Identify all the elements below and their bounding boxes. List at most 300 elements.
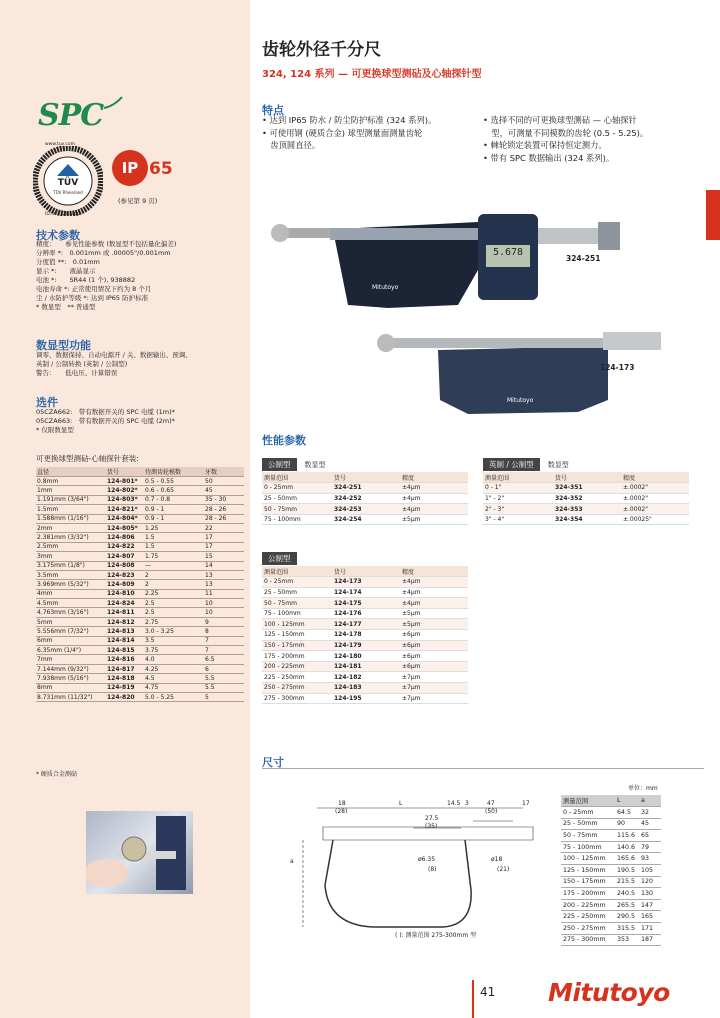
- gear-measurement-illustration: [86, 811, 193, 894]
- table-cell: 货号: [106, 467, 144, 477]
- features-heading: 特点: [262, 104, 284, 117]
- ip-badge: IP: [112, 150, 148, 186]
- table-row: [36, 561, 244, 570]
- features-right: • 选择不同的可更换球型测砧 — 心轴探针 型，可测量不同模数的齿轮 (0.5 - 5.25)。 • 棘轮锁定装置可保持恒定测力。 • 带有 SPC 数据输出 (324 系列)。: [483, 115, 649, 163]
- table-cell: a: [639, 795, 661, 807]
- table-cell: 2: [144, 570, 204, 579]
- options-heading: 选件: [36, 396, 58, 409]
- table-cell: 6.35mm (1/4"): [36, 646, 106, 655]
- table-cell: 6.5: [204, 655, 244, 664]
- table-cell: 4.0: [144, 655, 204, 664]
- table-row: [561, 841, 661, 853]
- table-row: [262, 577, 468, 588]
- table-cell: 1.5mm: [36, 505, 106, 514]
- table-row: [262, 651, 468, 662]
- table-header: [483, 472, 689, 483]
- spc-logo: SPC: [38, 98, 103, 133]
- table-cell: 124-822: [106, 542, 144, 551]
- table-cell: 50 - 75mm: [561, 830, 615, 842]
- table-row: [561, 911, 661, 923]
- table-cell: ±4μm: [400, 598, 468, 609]
- tuv-text: TÜV: [57, 178, 79, 188]
- table-cell: 17: [204, 533, 244, 542]
- table-cell: 11: [204, 589, 244, 598]
- table-cell: 324-352: [553, 493, 621, 504]
- set-table: [36, 467, 244, 702]
- table-cell: 1.191mm (3/64"): [36, 495, 106, 504]
- table-cell: 124-195: [332, 693, 400, 704]
- table-cell: ±.00025": [621, 514, 689, 525]
- table-cell: 1" - 2": [483, 493, 553, 504]
- tech-specs: 精度： 参见性能参数 (数显型不包括量化偏差) 分辨率 *: 0.001mm 或 .00005"/0.001mm 分度值 **: 0.01mm 显示 *: 液晶显示 电池 *: SR44 (1 个), 938882 电池寿命 *: 正常使用情况下约为 8 个月 尘 / 水防护等级 *: 达到 IP65 防护标准 * 数显型 ** 普通型: [36, 240, 177, 311]
- table-cell: 75 - 100mm: [262, 608, 332, 619]
- table-cell: 直径: [36, 467, 106, 477]
- table-header: [262, 566, 468, 577]
- table-cell: 测量范围: [561, 795, 615, 807]
- table-cell: 0.5 - 0.55: [144, 477, 204, 486]
- dims-heading: 尺寸: [262, 756, 284, 769]
- table-row: [561, 888, 661, 900]
- dims-unit: 单位：mm: [628, 785, 658, 792]
- table-cell: 1.5: [144, 542, 204, 551]
- dim-28: (28): [335, 808, 348, 815]
- table-cell: 牙数: [204, 467, 244, 477]
- table-cell: 1.75: [144, 552, 204, 561]
- table-cell: 5mm: [36, 617, 106, 626]
- table-row: [36, 523, 244, 532]
- metric-digital-block: 公制型 数显型 测量范围 货号 精度 0 - 25mm 324-251 ±4μm 25 - 50mm 324-252 ±4μm 50 - 75mm 324-253 ±4μm 75 - 100mm 324-254 ±5μm: [262, 452, 468, 525]
- table-cell: 124-180: [332, 651, 400, 662]
- table-cell: 4.75: [144, 683, 204, 692]
- table-cell: 124-179: [332, 640, 400, 651]
- table-cell: 124-182: [332, 672, 400, 683]
- table-cell: 165: [639, 911, 661, 923]
- table-cell: 315.5: [615, 923, 639, 935]
- table-cell: 0 - 25mm: [262, 577, 332, 588]
- table-cell: 精度: [621, 472, 689, 483]
- table-cell: 124-821*: [106, 505, 144, 514]
- lcd-readout: 5.678: [492, 247, 524, 258]
- dim-3: 3: [465, 800, 469, 807]
- table-cell: 124-824: [106, 599, 144, 608]
- table-cell: 5.5: [204, 674, 244, 683]
- table-row: [262, 598, 468, 609]
- table-cell: 6: [204, 664, 244, 673]
- table-cell: 324-354: [553, 514, 621, 525]
- table-row: [36, 552, 244, 561]
- set-table-note: * 硬质合金测砧: [36, 771, 77, 778]
- table-cell: 待测齿轮模数: [144, 467, 204, 477]
- table-cell: ±4μm: [400, 577, 468, 588]
- dim-L: L: [399, 800, 403, 807]
- table-cell: 140.6: [615, 841, 639, 853]
- options-list: 05CZA662: 带有数据开关的 SPC 电缆 (1m)* 05CZA663: 带有数据开关的 SPC 电缆 (2m)* * 仅限数显型: [36, 408, 175, 434]
- table-cell: 90: [615, 818, 639, 830]
- table-cell: 2.5mm: [36, 542, 106, 551]
- dim-a: a: [290, 858, 294, 865]
- table-row: [262, 504, 468, 515]
- table-cell: 147: [639, 899, 661, 911]
- table-cell: 7.938mm (5/16"): [36, 674, 106, 683]
- footer-brand: Mitutoyo: [548, 978, 670, 1007]
- table-cell: L: [615, 795, 639, 807]
- table-row: [36, 655, 244, 664]
- table-cell: ±6μm: [400, 630, 468, 641]
- table-cell: 225 - 250mm: [561, 911, 615, 923]
- table-cell: ±6μm: [400, 651, 468, 662]
- table-cell: 3.969mm (5/32"): [36, 580, 106, 589]
- micrometer-brand-bottom: Mitutoyo: [507, 397, 534, 404]
- table-header: [36, 467, 244, 477]
- table-cell: 货号: [332, 566, 400, 577]
- table-cell: 124-807: [106, 552, 144, 561]
- table-cell: 28 - 26: [204, 514, 244, 523]
- table-cell: 120: [639, 876, 661, 888]
- table-row: [36, 495, 244, 504]
- table-cell: 124-804*: [106, 514, 144, 523]
- table-cell: 124-177: [332, 619, 400, 630]
- table-cell: 25 - 50mm: [262, 493, 332, 504]
- table-cell: 5.556mm (7/32"): [36, 627, 106, 636]
- table-cell: 124-815: [106, 646, 144, 655]
- table-cell: 3.0 - 3.25: [144, 627, 204, 636]
- table-cell: 250 - 275mm: [561, 923, 615, 935]
- table-row: [262, 693, 468, 704]
- dim-18: 18: [338, 800, 346, 807]
- table-cell: 124-823: [106, 570, 144, 579]
- table-cell: ±5μm: [400, 608, 468, 619]
- table-cell: 171: [639, 923, 661, 935]
- table-cell: 190.5: [615, 865, 639, 877]
- table-cell: 0 - 25mm: [561, 807, 615, 819]
- table-row: [36, 636, 244, 645]
- table-cell: 125 - 150mm: [561, 865, 615, 877]
- table-header: [262, 472, 468, 483]
- table-cell: 8: [204, 627, 244, 636]
- section-tab: [706, 190, 720, 240]
- table-cell: ±5μm: [400, 514, 468, 525]
- table-cell: 324-251: [332, 483, 400, 494]
- table-cell: 187: [639, 934, 661, 946]
- table-cell: 2mm: [36, 523, 106, 532]
- table-cell: 124-812: [106, 617, 144, 626]
- table-cell: 0 - 1": [483, 483, 553, 494]
- table-cell: 14: [204, 561, 244, 570]
- table-cell: 324-254: [332, 514, 400, 525]
- table-cell: 0 - 25mm: [262, 483, 332, 494]
- ip-reference: (参见第 9 页): [118, 197, 158, 205]
- table-cell: 265.5: [615, 899, 639, 911]
- table-cell: 7mm: [36, 655, 106, 664]
- table-cell: ±4μm: [400, 483, 468, 494]
- table-cell: 124-813: [106, 627, 144, 636]
- table-row: [36, 692, 244, 701]
- table-cell: 200 - 225mm: [561, 899, 615, 911]
- table-cell: 124-178: [332, 630, 400, 641]
- table-row: [483, 483, 689, 494]
- table-cell: 353: [615, 934, 639, 946]
- table-cell: 0.7 - 0.8: [144, 495, 204, 504]
- table-cell: 275 - 300mm: [561, 934, 615, 946]
- table-cell: 8mm: [36, 683, 106, 692]
- table-cell: 3mm: [36, 552, 106, 561]
- table-row: [36, 617, 244, 626]
- page-number: 41: [480, 985, 496, 999]
- table-cell: 240.5: [615, 888, 639, 900]
- table-cell: 124-809: [106, 580, 144, 589]
- table-cell: 1.25: [144, 523, 204, 532]
- table-row: [262, 514, 468, 525]
- dim-27-5: 27.5: [425, 815, 439, 822]
- table-cell: 50 - 75mm: [262, 504, 332, 515]
- table-row: [36, 646, 244, 655]
- table-cell: 28 - 26: [204, 505, 244, 514]
- dims-note: ( ): 测量范围 275-300mm 型: [395, 932, 477, 939]
- table-cell: 5: [204, 692, 244, 701]
- table-cell: 8.731mm (11/32"): [36, 692, 106, 701]
- table-cell: 324-252: [332, 493, 400, 504]
- table-row: [483, 514, 689, 525]
- table-cell: 105: [639, 865, 661, 877]
- table-cell: 93: [639, 853, 661, 865]
- table-row: [36, 570, 244, 579]
- dim-phi-18: ø18: [491, 856, 503, 863]
- table-row: [36, 533, 244, 542]
- table-cell: 124-808: [106, 561, 144, 570]
- table-cell: 150 - 175mm: [561, 876, 615, 888]
- table-cell: 3.75: [144, 646, 204, 655]
- table-row: [561, 934, 661, 946]
- table-cell: 124-803*: [106, 495, 144, 504]
- table-cell: 175 - 200mm: [262, 651, 332, 662]
- table-cell: 6mm: [36, 636, 106, 645]
- table-cell: ±4μm: [400, 504, 468, 515]
- table-cell: 124-801*: [106, 477, 144, 486]
- table-row: [561, 865, 661, 877]
- table-cell: 100 - 125mm: [561, 853, 615, 865]
- table-cell: 75 - 100mm: [262, 514, 332, 525]
- table-cell: 精度: [400, 566, 468, 577]
- inch-metric-block: 英制 / 公制型 数显型 测量范围 货号 精度 0 - 1" 324-351 ±.0002" 1" - 2" 324-352 ±.0002" 2" - 3" 324-353 ±.0002" 3" - 4" 324-354 ±.00025": [483, 452, 689, 525]
- table-row: [561, 818, 661, 830]
- table-cell: 124-811: [106, 608, 144, 617]
- table-cell: 50 - 75mm: [262, 598, 332, 609]
- dim-phi-6-35: ø6.35: [418, 856, 436, 863]
- table-cell: 100 - 125mm: [262, 619, 332, 630]
- table-cell: 124-173: [332, 577, 400, 588]
- table-cell: 精度: [400, 472, 468, 483]
- table-row: [36, 542, 244, 551]
- table-row: [36, 477, 244, 486]
- table-row: [561, 923, 661, 935]
- table-cell: 124-183: [332, 683, 400, 694]
- table-cell: 0.8mm: [36, 477, 106, 486]
- dim-17: 17: [522, 800, 530, 807]
- table-cell: 324-353: [553, 504, 621, 515]
- table-cell: ±7μm: [400, 672, 468, 683]
- table-cell: 124-802*: [106, 486, 144, 495]
- table-row: [262, 640, 468, 651]
- table-cell: 2.381mm (3/32"): [36, 533, 106, 542]
- table-cell: 7: [204, 636, 244, 645]
- table-cell: 17: [204, 542, 244, 551]
- dim-8: (8): [428, 866, 437, 873]
- model-label-324-251: 324-251: [566, 254, 601, 263]
- dims-table: [561, 795, 661, 946]
- table-cell: 10: [204, 608, 244, 617]
- table-header: [561, 795, 661, 807]
- table-row: [36, 505, 244, 514]
- table-cell: 124-805*: [106, 523, 144, 532]
- table-row: [483, 504, 689, 515]
- tuv-url: www.tuv.com: [45, 142, 76, 147]
- table-cell: 25 - 50mm: [262, 587, 332, 598]
- table-cell: 1mm: [36, 486, 106, 495]
- table-cell: ±5μm: [400, 619, 468, 630]
- table-row: [262, 493, 468, 504]
- table-cell: 225 - 250mm: [262, 672, 332, 683]
- table-cell: 10: [204, 599, 244, 608]
- table-cell: 64.5: [615, 807, 639, 819]
- table-cell: 275 - 300mm: [262, 693, 332, 704]
- table-row: [36, 608, 244, 617]
- table-cell: 2.25: [144, 589, 204, 598]
- table-row: [561, 807, 661, 819]
- metric-analog-block: 公制型 测量范围 货号 精度 0 - 25mm 124-173 ±4μm 25 - 50mm 124-174 ±4μm 50 - 75mm 124-175 ±4μm 75 - 100mm 124-176 ±5μm 100 - 125mm 124-177 ±5μm 125 - 150mm 124-178 ±6μm 150 - 175mm 124-179 ±6μm 175 - 200mm 124-180 ±6μm 200 - 225mm 124-181 ±6μm 225 - 250mm 124-182 ±7μm 250 - 275mm 124-183 ±7μm 275 - 300mm 124-195 ±7μm: [262, 546, 468, 704]
- table-cell: —: [144, 561, 204, 570]
- table-cell: 2" - 3": [483, 504, 553, 515]
- table-cell: 79: [639, 841, 661, 853]
- dims-rule: [262, 768, 704, 769]
- table-cell: 290.5: [615, 911, 639, 923]
- table-cell: 0.9 - 1: [144, 514, 204, 523]
- table-cell: 货号: [332, 472, 400, 483]
- table-cell: 324-253: [332, 504, 400, 515]
- table-cell: 130: [639, 888, 661, 900]
- table-cell: ±6μm: [400, 661, 468, 672]
- table-row: [36, 580, 244, 589]
- table-cell: 124-181: [332, 661, 400, 672]
- table-cell: 124-816: [106, 655, 144, 664]
- table-cell: 2.75: [144, 617, 204, 626]
- table-row: [262, 619, 468, 630]
- table-cell: 4.25: [144, 664, 204, 673]
- table-row: [36, 589, 244, 598]
- table-row: [262, 661, 468, 672]
- table-cell: ±7μm: [400, 693, 468, 704]
- table-cell: 124-814: [106, 636, 144, 645]
- table-cell: 124-176: [332, 608, 400, 619]
- dim-50: (50): [485, 808, 498, 815]
- table-cell: 3.175mm (1/8"): [36, 561, 106, 570]
- table-cell: ±4μm: [400, 587, 468, 598]
- digital-heading: 数显型功能: [36, 339, 91, 352]
- table-cell: 2: [144, 580, 204, 589]
- table-cell: ±.0002": [621, 483, 689, 494]
- table-cell: 测量范围: [262, 566, 332, 577]
- table-row: [36, 664, 244, 673]
- table-cell: 124-174: [332, 587, 400, 598]
- tuv-seal: [33, 142, 103, 217]
- table-cell: 货号: [553, 472, 621, 483]
- table-cell: 4mm: [36, 589, 106, 598]
- table-cell: 75 - 100mm: [561, 841, 615, 853]
- table-cell: 124-818: [106, 674, 144, 683]
- table-row: [561, 876, 661, 888]
- micrometer-brand-top: Mitutoyo: [372, 284, 399, 291]
- table-row: [36, 514, 244, 523]
- micrometer-images: [268, 200, 668, 420]
- dim-21: (21): [497, 866, 510, 873]
- table-cell: 0.9 - 1: [144, 505, 204, 514]
- table-cell: 115.6: [615, 830, 639, 842]
- footer-rule: [472, 980, 474, 1018]
- table-cell: 13: [204, 570, 244, 579]
- tech-heading: 技术参数: [36, 229, 80, 242]
- table-cell: 35 - 30: [204, 495, 244, 504]
- table-row: [262, 483, 468, 494]
- table-cell: ±4μm: [400, 493, 468, 504]
- table-cell: 1.588mm (1/16"): [36, 514, 106, 523]
- table-row: [36, 486, 244, 495]
- table-cell: 9: [204, 617, 244, 626]
- swoosh-icon: [104, 96, 124, 110]
- table-row: [36, 683, 244, 692]
- table-cell: ±.0002": [621, 504, 689, 515]
- table-cell: 65: [639, 830, 661, 842]
- table-cell: 3.5: [144, 636, 204, 645]
- table-cell: 45: [639, 818, 661, 830]
- table-cell: ±.0002": [621, 493, 689, 504]
- table-cell: 175 - 200mm: [561, 888, 615, 900]
- table-row: [561, 899, 661, 911]
- table-cell: 2.5: [144, 608, 204, 617]
- table-row: [262, 672, 468, 683]
- table-cell: 124-810: [106, 589, 144, 598]
- table-cell: 25 - 50mm: [561, 818, 615, 830]
- table-cell: 4.5: [144, 674, 204, 683]
- table-cell: 165.6: [615, 853, 639, 865]
- table-cell: ±7μm: [400, 683, 468, 694]
- table-cell: 125 - 150mm: [262, 630, 332, 641]
- table-cell: 124-819: [106, 683, 144, 692]
- table-cell: 50: [204, 477, 244, 486]
- table-cell: 215.5: [615, 876, 639, 888]
- table-cell: 7.144mm (9/32"): [36, 664, 106, 673]
- model-label-124-173: 124-173: [600, 363, 635, 372]
- table-cell: 5.0 - 5.25: [144, 692, 204, 701]
- dim-35: (35): [425, 823, 438, 830]
- table-cell: 1.5: [144, 533, 204, 542]
- table-cell: 0.6 - 0.65: [144, 486, 204, 495]
- table-row: [483, 493, 689, 504]
- perf-heading: 性能参数: [262, 434, 306, 447]
- dim-47: 47: [487, 800, 495, 807]
- table-cell: 150 - 175mm: [262, 640, 332, 651]
- table-row: [561, 830, 661, 842]
- table-cell: 3.5mm: [36, 570, 106, 579]
- page-title: 齿轮外径千分尺: [262, 40, 381, 60]
- table-cell: 4.763mm (3/16"): [36, 608, 106, 617]
- set-table-title: 可更换球型测砧-心轴探针套装:: [36, 454, 139, 463]
- table-cell: 7: [204, 646, 244, 655]
- table-cell: 200 - 225mm: [262, 661, 332, 672]
- table-cell: 13: [204, 580, 244, 589]
- table-cell: 5.5: [204, 683, 244, 692]
- table-row: [561, 853, 661, 865]
- table-row: [36, 627, 244, 636]
- table-row: [36, 599, 244, 608]
